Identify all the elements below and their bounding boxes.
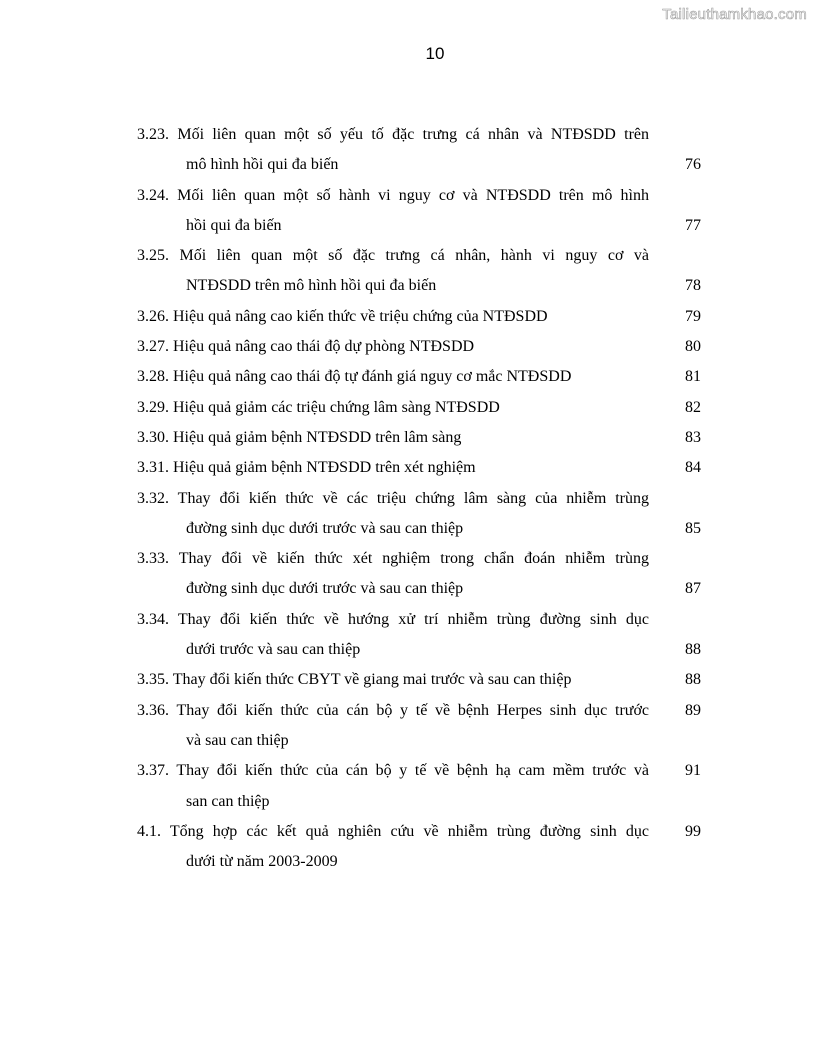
entry-page: 88: [685, 641, 701, 659]
table-of-figures: [137, 120, 701, 877]
entry-title: 3.25. Mối liên quan một số đặc trưng cá nhân, hành vi nguy cơ và: [137, 247, 649, 265]
entry-title: 3.32. Thay đổi kiến thức về các triệu chứng lâm sàng của nhiễm trùng: [137, 489, 649, 507]
entry-title: 3.31. Hiệu quả giảm bệnh NTĐSDD trên xét nghiệm: [137, 459, 476, 477]
entry-title-cont: mô hình hồi qui đa biến: [186, 156, 339, 174]
entry-title-cont: dưới trước và sau can thiệp: [186, 641, 361, 659]
entry-title-cont: NTĐSDD trên mô hình hồi qui đa biến: [186, 277, 437, 295]
entry-title-cont: dưới từ năm 2003-2009: [186, 853, 338, 871]
toc-entry[interactable]: [137, 544, 701, 605]
entry-page: 81: [685, 368, 701, 386]
toc-entry[interactable]: [137, 696, 701, 757]
toc-entry[interactable]: [137, 302, 701, 332]
toc-entry[interactable]: [137, 665, 701, 695]
entry-title-cont: và sau can thiệp: [186, 731, 289, 749]
toc-entry[interactable]: [137, 332, 701, 362]
entry-title: 3.37. Thay đổi kiến thức của cán bộ y tế về bệnh hạ cam mềm trước và: [137, 762, 649, 780]
entry-title: 3.29. Hiệu quả giảm các triệu chứng lâm sàng NTĐSDD: [137, 398, 500, 416]
entry-title-cont: đường sinh dục dưới trước và sau can thiệp: [186, 519, 464, 537]
entry-title: 3.33. Thay đổi về kiến thức xét nghiệm trong chẩn đoán nhiễm trùng: [137, 550, 649, 568]
entry-title: 3.26. Hiệu quả nâng cao kiến thức về triệu chứng của NTĐSDD: [137, 307, 548, 325]
entry-page: 87: [685, 580, 701, 598]
toc-entry[interactable]: [137, 756, 701, 817]
toc-entry[interactable]: [137, 484, 701, 545]
toc-entry[interactable]: [137, 181, 701, 242]
toc-entry[interactable]: [137, 817, 701, 878]
toc-entry[interactable]: [137, 241, 701, 302]
entry-page: 89: [685, 701, 701, 719]
entry-page: 80: [685, 338, 701, 356]
watermark-text: Tailieuthamkhao.com: [662, 6, 807, 23]
entry-page: 99: [685, 822, 701, 840]
toc-entry[interactable]: [137, 423, 701, 453]
entry-page: 76: [685, 156, 701, 174]
entry-title-cont: san can thiệp: [186, 792, 270, 810]
entry-title: 4.1. Tổng hợp các kết quả nghiên cứu về nhiễm trùng đường sinh dục: [137, 822, 649, 840]
entry-title: 3.27. Hiệu quả nâng cao thái độ dự phòng NTĐSDD: [137, 338, 475, 356]
entry-page: 83: [685, 428, 701, 446]
entry-title: 3.36. Thay đổi kiến thức của cán bộ y tế về bệnh Herpes sinh dục trước: [137, 701, 649, 719]
entry-title: 3.28. Hiệu quả nâng cao thái độ tự đánh giá nguy cơ mắc NTĐSDD: [137, 368, 572, 386]
entry-page: 78: [685, 277, 701, 295]
entry-title: 3.24. Mối liên quan một số hành vi nguy cơ và NTĐSDD trên mô hình: [137, 186, 649, 204]
entry-page: 82: [685, 398, 701, 416]
toc-entry[interactable]: [137, 393, 701, 423]
toc-entry[interactable]: [137, 362, 701, 392]
entry-title: 3.35. Thay đổi kiến thức CBYT về giang mai trước và sau can thiệp: [137, 671, 572, 689]
toc-entry[interactable]: [137, 453, 701, 483]
entry-page: 88: [685, 671, 701, 689]
entry-page: 79: [685, 307, 701, 325]
entry-title-cont: hồi qui đa biến: [186, 216, 282, 234]
entry-page: 77: [685, 216, 701, 234]
toc-entry[interactable]: [137, 120, 701, 181]
entry-page: 84: [685, 459, 701, 477]
entry-page: 91: [685, 762, 701, 780]
entry-title: 3.23. Mối liên quan một số yếu tố đặc trưng cá nhân và NTĐSDD trên: [137, 126, 649, 143]
page-number: 10: [425, 44, 445, 63]
toc-entry[interactable]: [137, 605, 701, 666]
entry-title: 3.34. Thay đổi kiến thức về hướng xử trí nhiễm trùng đường sinh dục: [137, 610, 649, 628]
entry-title-cont: đường sinh dục dưới trước và sau can thiệp: [186, 580, 464, 598]
entry-title: 3.30. Hiệu quả giảm bệnh NTĐSDD trên lâm sàng: [137, 428, 462, 446]
entry-page: 85: [685, 519, 701, 537]
